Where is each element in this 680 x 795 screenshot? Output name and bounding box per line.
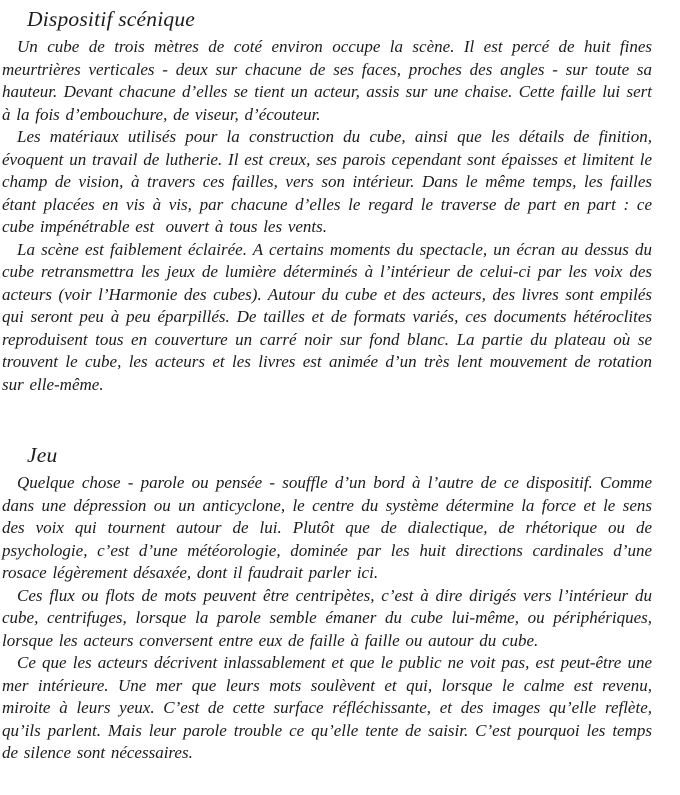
paragraph-souffle-meteorologie: Quelque chose - parole ou pensée - souffle d’un bord à l’autre de ce dispositif. Comme dans une dépression ou un anticyclone, le centre du système détermine la force et le sens des voix qui tournent autour de lui. Plutôt que de dialectique, de rhétorique ou de psychologie, c’est d’une météorologie, dominée par les huit directions cardinales d’une rosace légèrement désaxée, dont il faudrait parler ici. xyxy=(2,473,652,582)
paragraph-materiaux: Les matériaux utilisés pour la construction du cube, ainsi que les détails de finition, évoquent un travail de lutherie. Il est creux, ses parois cependant sont épaisses et limitent le champ de vision, à travers ces failles, vers son intérieur. Dans le même temps, les failles étant placées en vis à vis, par chacune d’elles le regard le traverse de part en part : ce cube impénétrable est ouvert à tous les vents. xyxy=(2,127,652,236)
paragraph-scene-eclairage: La scène est faiblement éclairée. A certains moments du spectacle, un écran au dessus du cube retransmettra les jeux de lumière déterminés à l’intérieur de celui-ci par les voix des acteurs (voir l’Harmonie des cubes). Autour du cube et des acteurs, des livres sont empilés qui seront peu à peu éparpillés. De tailles et de formats variés, ces documents hétéroclites reproduisent tous en couverture un carré noir sur fond blanc. La partie du plateau où se trouvent le cube, les acteurs et les livres est animée d’un très lent mouvement de rotation sur elle-même. xyxy=(2,239,652,394)
paragraph-mer-interieure: Ce que les acteurs décrivent inlassablement et que le public ne voit pas, est peut-être une mer intérieure. Une mer que leurs mots soulèvent et qui, lorsque le calme est revenu, miroite à leurs yeux. C’est de cette surface réfléchissante, et des images qu’elle reflète, qu’ils parlent. Mais leur parole trouble ce qu’elle tente de saisir. C’est pourquoi les temps de silence sont nécessaires. xyxy=(2,653,652,762)
section-jeu xyxy=(2,440,652,765)
section-heading-jeu: Jeu xyxy=(27,443,58,467)
paragraph-cube-description: Un cube de trois mètres de coté environ occupe la scène. Il est percé de huit fines meurtrières verticales - deux sur chacune de ses faces, proches des angles - sur toute sa hauteur. Devant chacune d’elles se tient un acteur, assis sur une chaise. Cette faille lui sert à la fois d’embouchure, de viseur, d’écouteur. xyxy=(2,37,652,124)
paragraph-flux-de-mots: Ces flux ou flots de mots peuvent être centripètes, c’est à dire dirigés vers l’intérieur du cube, centrifuges, lorsque la parole semble émaner du cube lui-même, ou périphériques, lorsque les acteurs conversent entre eux de faille à faille ou autour du cube. xyxy=(2,585,652,650)
section-heading-dispositif-scenique: Dispositif scénique xyxy=(27,7,196,31)
section-dispositif-scenique xyxy=(2,4,652,396)
